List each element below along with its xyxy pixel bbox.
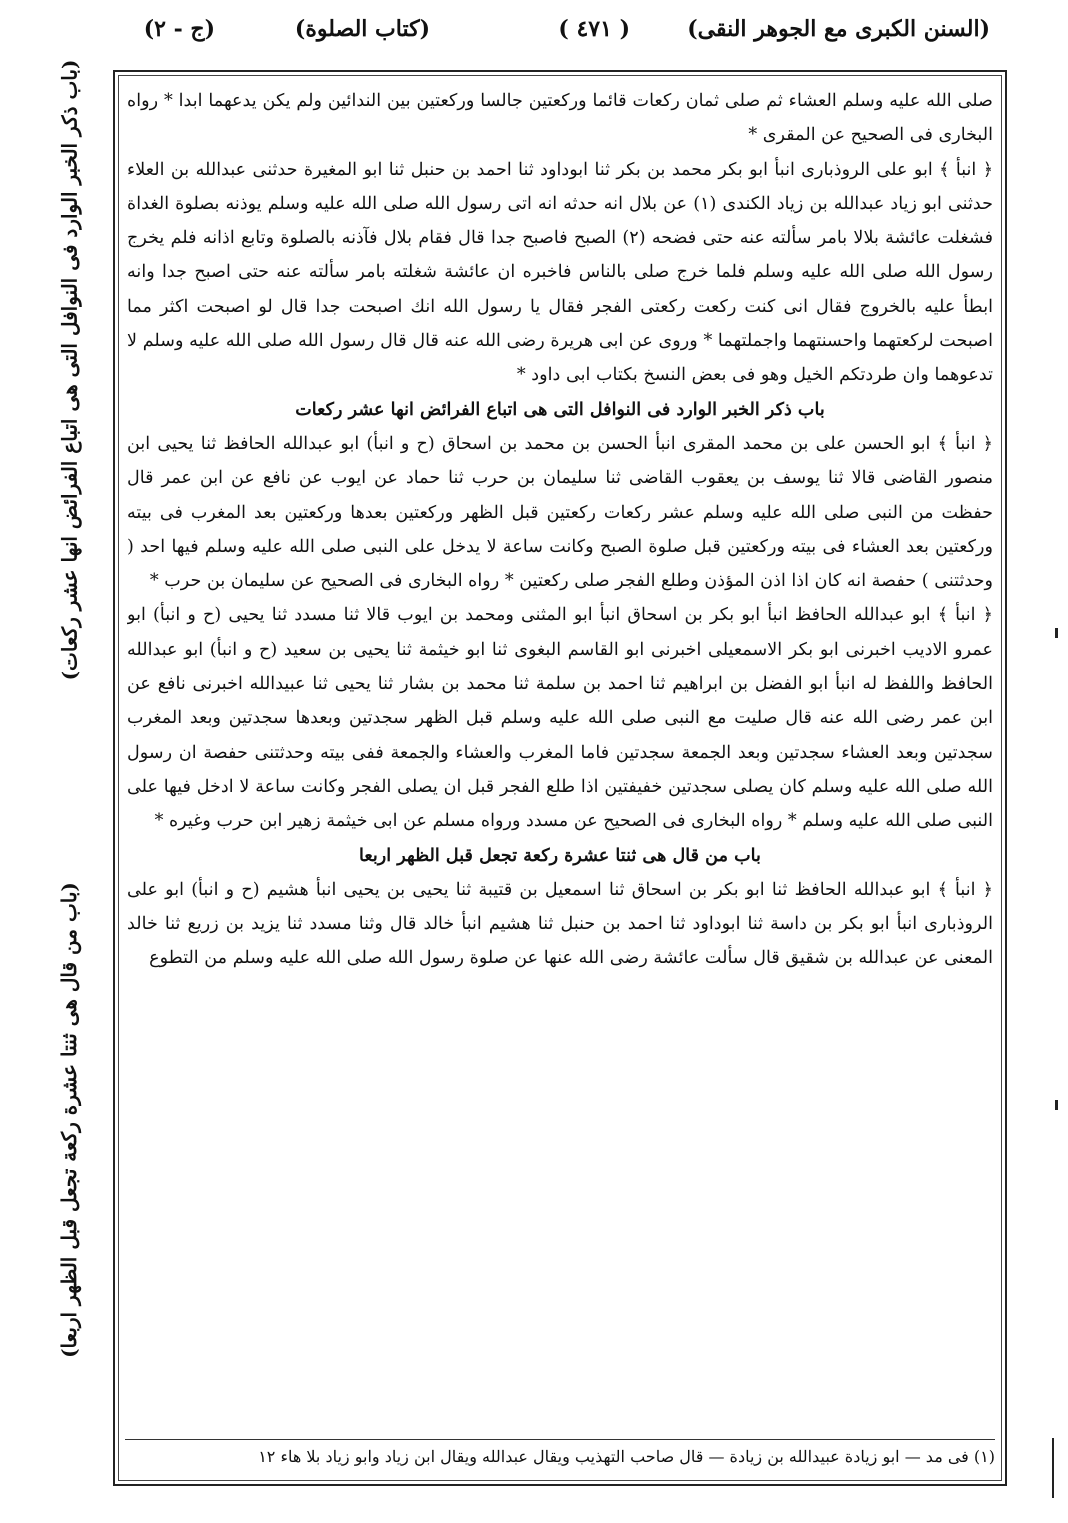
text-frame <box>113 70 1007 1486</box>
book-title: (السنن الكبرى مع الجوهر النقى) <box>687 16 990 42</box>
chapter-heading: باب ذكر الخبر الوارد فى النوافل التى هى اتباع الفرائض انها عشر ركعات <box>295 398 825 420</box>
scan-edge-mark <box>1055 628 1058 638</box>
margin-title-2 <box>44 820 94 1420</box>
footnote: (١) فى مد — ابو زيادة عبيدالله بن زيادة — قال صاحب التهذيب ويقال عبدالله ويقال ابن زياد وابو زياد بلا هاء ١٢ <box>125 1439 995 1474</box>
margin-title-2-text: (باب من قال هى ثنتا عشرة ركعة تجعل قبل الظهر اربعا) <box>57 882 81 1358</box>
main-text <box>127 84 993 1426</box>
running-header <box>130 16 990 56</box>
margin-title-1 <box>44 59 94 681</box>
chapter-title: (كتاب الصلوة) <box>294 16 430 42</box>
paragraph: ﴿ انبأ ﴾ ابو عبدالله الحافظ ثنا ابو بكر بن اسحاق ثنا اسمعيل بن قتيبة ثنا يحيى بن يحيى انبأ هشيم (ح و انبأ) ابو على الروذبارى انبأ ابو بكر بن داسة ثنا ابوداود ثنا احمد بن حنبل ثنا هشيم انبأ خالد قال وثنا مسدد ثنا يزيد بن زريع ثنا خالد المعنى عن عبدالله بن شقيق قال سألت عائشة رضى الله عنها عن صلوة رسول الله صلى الله عليه وسلم من التطوع <box>127 879 993 969</box>
volume-number: (ج - ٢) <box>143 16 215 42</box>
paragraph: ﴿ انبأ ﴾ ابو على الروذبارى انبأ ابو بكر محمد بن بكر ثنا ابوداود ثنا احمد بن حنبل ثنا ابو المغيرة حدثنى عبدالله بن العلاء حدثنى ابو زياد عبدالله بن زياد الكندى (١) عن بلال انه حدثه انه اتى رسول الله صلى الله عليه وسلم يوذنه بصلوة الغداة فشغلت عائشة بلالا بامر سألته عنه حتى فضحه (٢) الصبح فاصبح جدا قال فقام بلال فآذنه بالصلوة وتابع اذانه فلم يخرج رسول الله صلى الله عليه وسلم فلما خرج صلى بالناس فاخبره ان عائشة شغلته بامر سألته عنه حتى اصبح جدا وانه ابطأ عليه بالخروج فقال انى كنت ركعت ركعتى الفجر فقال يا رسول الله انك اصبحت جدا قال لو اصبحت اكثر مما اصبحت لركعتهما واحسنتهما واجملتهما * وروى عن ابى هريرة رضى الله عنه قال قال رسول الله صلى الله عليه وسلم لا تدعوهما وان طردتكم الخيل وهو فى بعض النسخ بكتاب ابى داود * <box>127 159 993 386</box>
paragraph: صلى الله عليه وسلم العشاء ثم صلى ثمان ركعات قائما وركعتين جالسا وركعتين بين الندائين ولم يكن يدعهما ابدا * رواه البخارى فى الصحيح عن المقرى * <box>127 91 993 146</box>
chapter-heading: باب من قال هى ثنتا عشرة ركعة تجعل قبل الظهر اربعا <box>359 844 761 866</box>
paragraph: ﴿ انبأ ﴾ ابو عبدالله الحافظ انبأ ابو بكر بن اسحاق انبأ ابو المثنى ومحمد بن ايوب قالا ثنا مسدد ثنا يحيى (ح و انبأ) ابو عمرو الاديب اخبرنى ابو بكر الاسمعيلى اخبرنى ابو القاسم البغوى ثنا ابو خيثمة ثنا يحيى بن سعيد (ح و انبأ) ابو عبدالله الحافظ واللفظ له انبأ ابو الفضل بن ابراهيم ثنا احمد بن سلمة ثنا محمد بن بشار ثنا يحيى ثنا عبيدالله اخبرنى نافع عن ابن عمر رضى الله عنه قال صليت مع النبى صلى الله عليه وسلم قبل الظهر سجدتين وبعدها سجدتين وبعد المغرب سجدتين وبعد العشاء سجدتين وبعد الجمعة سجدتين فاما المغرب والعشاء والجمعة ففى بيته وحدثتنى حفصة ان رسول الله صلى الله عليه وسلم كان يصلى سجدتين خفيفتين اذا طلع الفجر قبل ان يصلى الفجر وكانت ساعة لا ادخل فيها على النبى صلى الله عليه وسلم * رواه البخارى فى الصحيح عن مسدد ورواه مسلم عن ابى خيثمة زهير ابن حرب وغيره * <box>127 605 993 832</box>
page-number: ( ٤٧١ ) <box>558 16 630 42</box>
margin-title-1-text: (باب ذكر الخبر الوارد فى النوافل التى هى اتباع الفرائض انها عشر ركعات) <box>57 59 82 681</box>
scan-edge-mark <box>1055 1100 1058 1110</box>
paragraph: ﴿ انبأ ﴾ ابو الحسن على بن محمد المقرى انبأ الحسن بن محمد بن اسحاق (ح و انبأ) ابو عبدالله الحافظ ثنا يحيى ابن منصور القاضى قالا ثنا يوسف بن يعقوب القاضى ثنا سليمان بن حرب ثنا حماد عن ايوب عن نافع عن ابن عمر قال حفظت من النبى صلى الله عليه وسلم عشر ركعات ركعتين قبل الظهر وركعتين بعدها وركعتين بعد المغرب فى بيته وركعتين بعد العشاء فى بيته وركعتين قبل صلوة الصبح وكانت ساعة لا يدخل على النبى صلى الله عليه وسلم فيها احد ( وحدثتنى ) حفصة انه كان اذا اذن المؤذن وطلع الفجر صلى ركعتين * رواه البخارى فى الصحيح عن سليمان بن حرب * <box>127 433 993 592</box>
scan-edge-mark <box>1052 1438 1054 1498</box>
